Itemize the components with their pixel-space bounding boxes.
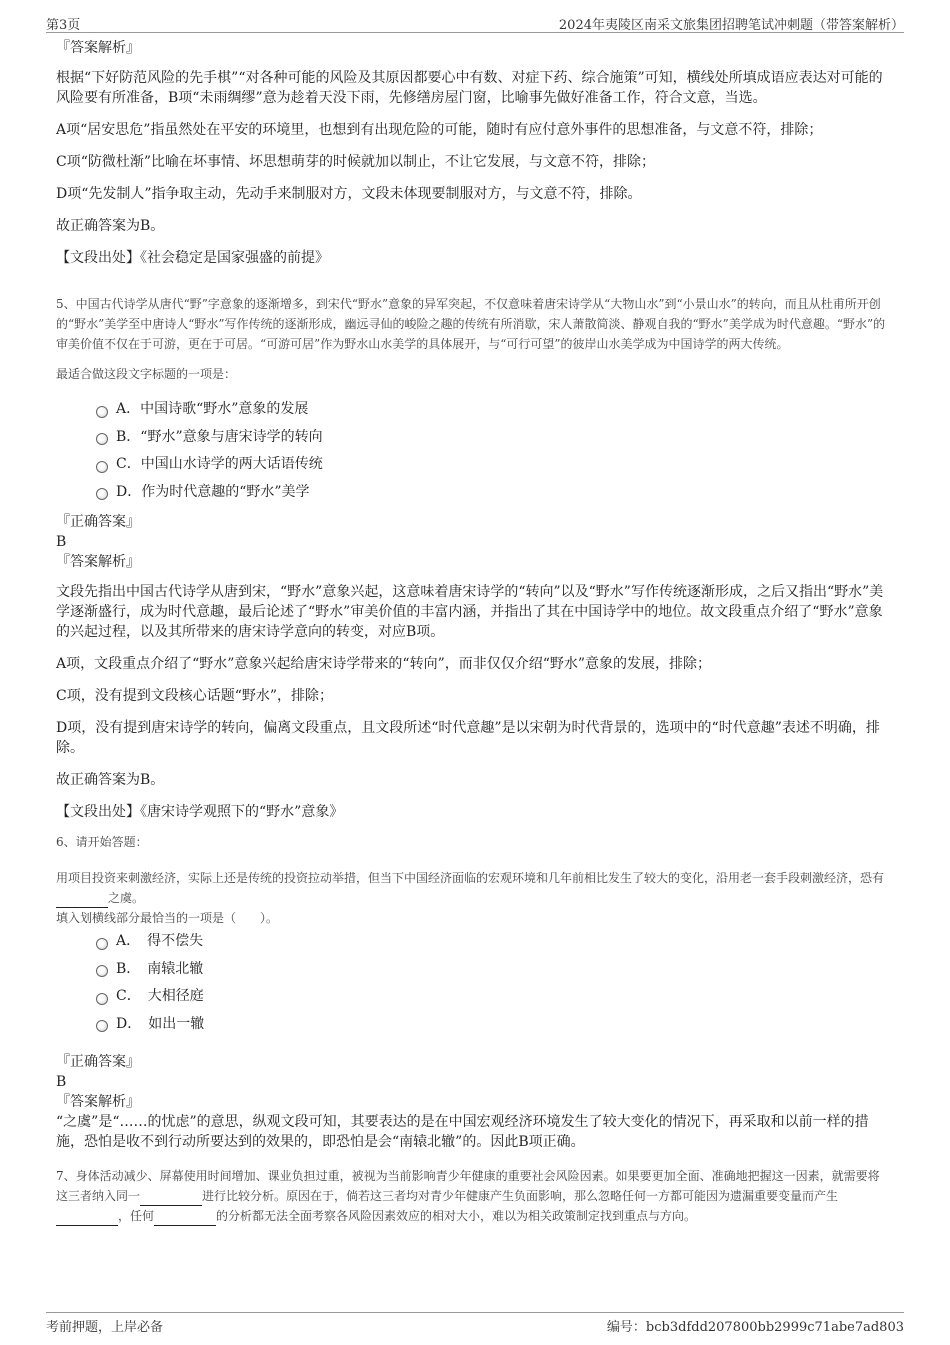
q7-text: 的分析都无法全面考察各风险因素效应的相对大小，难以为相关政策制定找到重点与方向。 [216, 1209, 697, 1223]
option-label: D．作为时代意趣的“野水”美学 [116, 483, 310, 500]
page-footer [46, 1312, 904, 1337]
q6-analysis: “之虞”是“……的忧虑”的意思，纵观文段可知，其要表达的是在中国宏观经济环境发生了较大变化的情况下，再采取和以前一样的措施，恐怕是收不到行动所要达到的效果的，即恐怕是会“南辕北辙”的。因此B项正确。 [56, 1114, 869, 1150]
document-body [56, 38, 886, 1226]
q4-analysis-para: D项“先发制人”指争取主动，先动手来制服对方，文段未体现要制服对方，与文意不符，排除。 [56, 186, 642, 202]
q6-answer: B [56, 1074, 67, 1090]
radio-icon[interactable] [96, 1020, 108, 1032]
q5-analysis-heading: 『答案解析』 [56, 554, 140, 570]
q6-option-c[interactable] [96, 983, 886, 1011]
q6-stem-text: 用项目投资来刺激经济，实际上还是传统的投资拉动举措，但当下中国经济面临的宏观环境和几年前相比发生了较大的变化，沿用老一套手段刺激经济，恐有 [56, 871, 885, 885]
option-label: B．“野水”意象与唐宋诗学的转向 [116, 428, 323, 445]
radio-icon[interactable] [96, 406, 108, 418]
radio-icon[interactable] [96, 993, 108, 1005]
q5-analysis-para: C项，没有提到文段核心话题“野水”，排除； [56, 688, 334, 704]
q7-stem [56, 1166, 886, 1226]
q5-prompt: 最适合做这段文字标题的一项是： [56, 367, 237, 381]
page-header [46, 12, 904, 33]
q4-analysis-para: 根据“下好防范风险的先手棋”“对各种可能的风险及其原因都要心中有数、对症下药、综合施策”可知，横线处所填成语应表达对可能的风险要有所准备，B项“未雨绸缪”意为趁着天没下雨，先修缮房屋门窗，比喻事先做好准备工作，符合文意，当选。 [56, 70, 883, 106]
fill-blank [56, 1211, 118, 1226]
q6-option-a[interactable] [96, 928, 886, 956]
q5-options [96, 396, 886, 506]
option-label: B． 南辕北辙 [116, 960, 204, 977]
q5-option-b[interactable] [96, 424, 886, 452]
q7-text: 进行比较分析。原因在于，倘若这三者均对青少年健康产生负面影响，那么忽略任何一方都可能因为遗漏重要变量而产生 [202, 1189, 839, 1203]
option-label: D． 如出一辙 [116, 1015, 205, 1032]
q4-analysis-para: C项“防微杜渐”比喻在坏事情、坏思想萌芽的时候就加以制止，不让它发展，与文意不符，排除； [56, 154, 656, 170]
radio-icon[interactable] [96, 488, 108, 500]
q6-option-b[interactable] [96, 956, 886, 984]
radio-icon[interactable] [96, 461, 108, 473]
q6-prompt: 填入划横线部分最恰当的一项是（ ）。 [56, 911, 279, 925]
fill-blank [140, 1191, 202, 1206]
q5-analysis-para: D项，没有提到唐宋诗学的转向，偏离文段重点，且文段所述“时代意趣”是以宋朝为时代背景的，选项中的“时代意趣”表述不明确，排除。 [56, 720, 880, 756]
document-title: 2024年夷陵区南采文旅集团招聘笔试冲刺题（带答案解析） [558, 18, 904, 33]
q5-option-a[interactable] [96, 396, 886, 424]
q5-source: 【文段出处】《唐宋诗学观照下的“野水”意象》 [56, 804, 344, 820]
q6-stem-text: 之虞。 [108, 891, 145, 905]
page-number: 第3页 [46, 18, 81, 33]
q6-analysis-heading: 『答案解析』 [56, 1094, 140, 1110]
fill-blank [154, 1211, 216, 1226]
q6-intro: 6、请开始答题： [56, 835, 148, 849]
option-label: C．中国山水诗学的两大话语传统 [116, 456, 323, 472]
q5-stem: 5、中国古代诗学从唐代“野”字意象的逐渐增多，到宋代“野水”意象的异军突起，不仅意味着唐宋诗学从“大物山水”到“小景山水”的转向，而且从杜甫所开创的“野水”美学至中唐诗人“野水”写作传统的逐渐形成，幽远寻仙的峻险之趣的传统有所消歇，宋人萧散简淡、静观自我的“野水”美学成为时代意趣。“野水”的审美价值不仅在于可游，更在于可居。“可游可居”作为野水山水美学的具体展开，与“可行可望”的彼岸山水美学成为中国诗学的两大传统。 [56, 297, 886, 351]
q5-analysis-para: 文段先指出中国古代诗学从唐到宋，“野水”意象兴起，这意味着唐宋诗学的“转向”以及“野水”写作传统逐渐形成，之后又指出“野水”美学逐渐盛行，成为时代意趣，最后论述了“野水”审美价值的丰富内涵，并指出了其在中国诗学中的地位。故文段重点介绍了“野水”意象的兴起过程，以及其所带来的唐宋诗学意向的转变，对应B项。 [56, 584, 884, 640]
q5-option-d[interactable] [96, 479, 886, 507]
q5-option-c[interactable] [96, 451, 886, 479]
q5-answer-heading: 『正确答案』 [56, 514, 140, 530]
fill-blank [56, 893, 108, 908]
document-id: 编号：bcb3dfdd207800bb2999c71abe7ad803 [606, 1320, 904, 1335]
option-label: A． 得不偿失 [116, 933, 204, 949]
q5-conclusion: 故正确答案为B。 [56, 772, 165, 788]
q6-option-d[interactable] [96, 1011, 886, 1039]
option-label: A．中国诗歌“野水”意象的发展 [116, 401, 309, 417]
q5-analysis-para: A项，文段重点介绍了“野水”意象兴起给唐宋诗学带来的“转向”，而非仅仅介绍“野水”意象的发展，排除； [56, 656, 712, 672]
q4-analysis-para: A项“居安思危”指虽然处在平安的环境里，也想到有出现危险的可能，随时有应付意外事件的思想准备，与文意不符，排除； [56, 122, 823, 138]
footer-slogan: 考前押题，上岸必备 [46, 1320, 164, 1335]
q7-text: ，任何 [118, 1209, 155, 1223]
q6-options [96, 928, 886, 1038]
q6-answer-heading: 『正确答案』 [56, 1054, 140, 1070]
q5-answer: B [56, 534, 67, 550]
q4-source: 【文段出处】《社会稳定是国家强盛的前提》 [56, 250, 329, 266]
radio-icon[interactable] [96, 938, 108, 950]
radio-icon[interactable] [96, 433, 108, 445]
q7-text: 7、身体活动减少、屏幕使用时间增加、课业负担过重，被视为当前影响青少年健康的重要社会风险因素。如果要更加全面、准确地把握这一因素，就需要将这三者纳入同一 [56, 1169, 880, 1203]
q4-conclusion: 故正确答案为B。 [56, 218, 165, 234]
q4-analysis-heading: 『答案解析』 [56, 40, 140, 56]
q6-stem [56, 868, 886, 908]
radio-icon[interactable] [96, 965, 108, 977]
option-label: C． 大相径庭 [116, 988, 204, 1004]
